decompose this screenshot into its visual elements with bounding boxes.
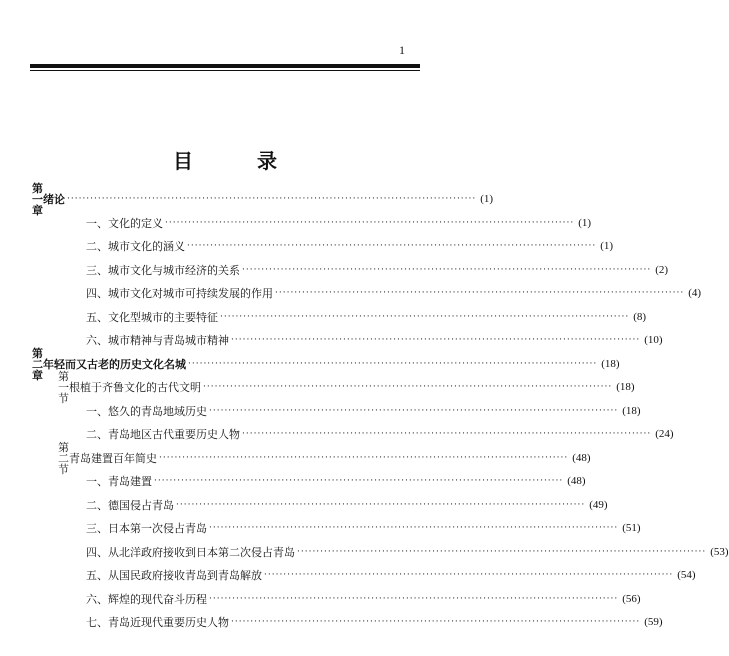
toc-chapter-row[interactable] — [0, 182, 494, 218]
dot-leader: ·········································································································· — [242, 264, 652, 275]
item-title: 五、文化型城市的主要特征 — [86, 310, 218, 324]
dot-leader: ·········································································································· — [275, 288, 685, 299]
dot-leader: ·········································································································· — [220, 311, 630, 322]
toc-item-row[interactable] — [0, 306, 647, 330]
page-ref: ( 10 ) — [644, 334, 663, 347]
dot-leader: ·········································································································· — [209, 405, 619, 416]
dot-leader: ·········································································································· — [297, 546, 707, 557]
chapter-title: 年轻而又古老的历史文化名城 — [43, 357, 186, 371]
toc-item-row[interactable] — [0, 564, 696, 588]
item-title: 二、青岛地区古代重要历史人物 — [86, 428, 240, 442]
page-ref: ( 18 ) — [616, 381, 635, 394]
item-title: 四、城市文化对城市可持续发展的作用 — [86, 287, 273, 301]
page-ref: ( 1 ) — [480, 193, 494, 206]
page-ref: ( 54 ) — [677, 569, 696, 582]
dot-leader: ·········································································································· — [231, 617, 641, 628]
dot-leader: ·········································································································· — [209, 523, 619, 534]
dot-leader: ·········································································································· — [242, 429, 652, 440]
chapter-number: 第二章 — [32, 346, 43, 382]
toc-item-row[interactable] — [0, 400, 641, 424]
chapter-title: 绪论 — [43, 193, 65, 207]
chapter-number: 第一章 — [32, 182, 43, 218]
toc-item-row[interactable] — [0, 494, 608, 518]
page-ref: ( 2 ) — [655, 263, 669, 276]
page-ref: ( 1 ) — [578, 216, 592, 229]
page-ref: ( 18 ) — [601, 357, 620, 370]
item-title: 二、德国侵占青岛 — [86, 498, 174, 512]
page-ref: ( 56 ) — [622, 592, 641, 605]
toc-item-row[interactable] — [0, 611, 663, 635]
page-ref: ( 51 ) — [622, 522, 641, 535]
page-ref: ( 53 ) — [710, 545, 729, 558]
header-rule-thin — [30, 70, 420, 71]
dot-leader: ·········································································································· — [209, 593, 619, 604]
section-number: 第一节 — [58, 370, 69, 406]
dot-leader: ·········································································································· — [264, 570, 674, 581]
toc-list — [0, 182, 729, 635]
toc-item-row[interactable] — [0, 588, 641, 612]
item-title: 二、城市文化的涵义 — [86, 240, 185, 254]
page-ref: ( 8 ) — [633, 310, 647, 323]
item-title: 六、辉煌的现代奋斗历程 — [86, 592, 207, 606]
toc-title: 目 录 — [173, 149, 299, 173]
toc-item-row[interactable] — [0, 541, 729, 565]
toc-item-row[interactable] — [0, 259, 669, 283]
toc-section-row[interactable] — [0, 370, 635, 406]
page-ref: ( 24 ) — [655, 428, 674, 441]
section-number: 第二节 — [58, 440, 69, 476]
dot-leader: ·········································································································· — [159, 452, 569, 463]
dot-leader: ·········································································································· — [154, 476, 564, 487]
section-title: 根植于齐鲁文化的古代文明 — [69, 381, 201, 395]
dot-leader: ·········································································································· — [165, 217, 575, 228]
page-ref: ( 48 ) — [572, 451, 591, 464]
page-number: 1 — [399, 43, 405, 57]
toc-item-row[interactable] — [0, 282, 702, 306]
page-ref: ( 59 ) — [644, 616, 663, 629]
item-title: 四、从北洋政府接收到日本第二次侵占青岛 — [86, 545, 295, 559]
dot-leader: ·········································································································· — [176, 499, 586, 510]
header-rule-thick — [30, 64, 420, 68]
section-title: 青岛建置百年简史 — [69, 451, 157, 465]
item-title: 三、城市文化与城市经济的关系 — [86, 263, 240, 277]
item-title: 一、青岛建置 — [86, 475, 152, 489]
item-title: 一、文化的定义 — [86, 216, 163, 230]
page-ref: ( 48 ) — [567, 475, 586, 488]
toc-item-row[interactable] — [0, 212, 592, 236]
item-title: 七、青岛近现代重要历史人物 — [86, 616, 229, 630]
dot-leader: ·········································································································· — [67, 194, 477, 205]
toc-item-row[interactable] — [0, 235, 614, 259]
dot-leader: ·········································································································· — [188, 358, 598, 369]
toc-item-row[interactable] — [0, 470, 586, 494]
page-ref: ( 18 ) — [622, 404, 641, 417]
dot-leader: ·········································································································· — [187, 241, 597, 252]
item-title: 一、悠久的青岛地域历史 — [86, 404, 207, 418]
page-ref: ( 1 ) — [600, 240, 614, 253]
toc-section-row[interactable] — [0, 440, 591, 476]
item-title: 三、日本第一次侵占青岛 — [86, 522, 207, 536]
page-ref: ( 49 ) — [589, 498, 608, 511]
page-ref: ( 4 ) — [688, 287, 702, 300]
dot-leader: ·········································································································· — [203, 382, 613, 393]
toc-item-row[interactable] — [0, 329, 663, 353]
dot-leader: ·········································································································· — [231, 335, 641, 346]
item-title: 六、城市精神与青岛城市精神 — [86, 334, 229, 348]
item-title: 五、从国民政府接收青岛到青岛解放 — [86, 569, 262, 583]
toc-item-row[interactable] — [0, 517, 641, 541]
